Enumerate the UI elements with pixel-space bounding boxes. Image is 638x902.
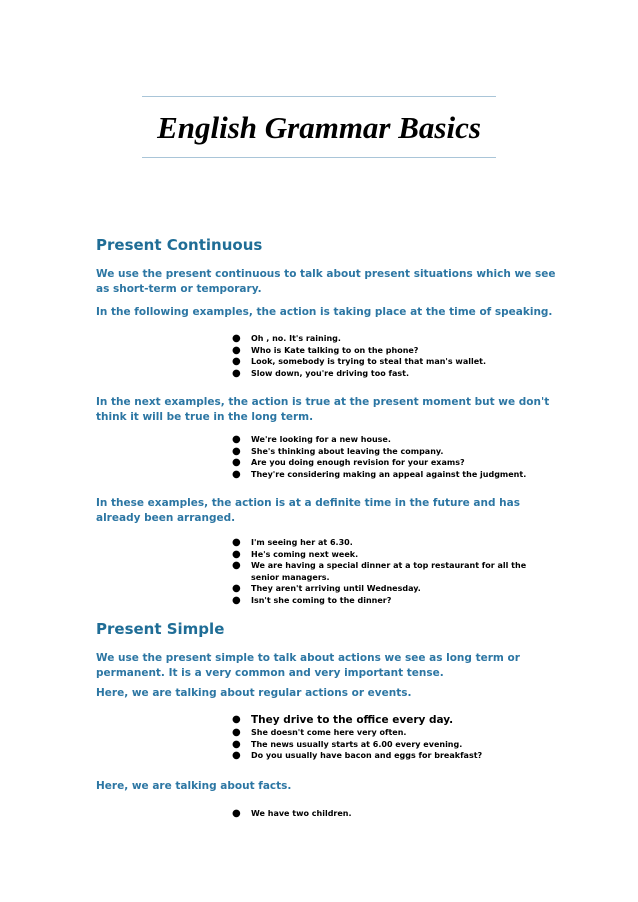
bullet-icon: ● bbox=[232, 537, 241, 548]
pc-group-2-list bbox=[232, 434, 552, 480]
present-continuous-intro: We use the present continuous to talk about present situations which we see as short-term or temporary. bbox=[96, 268, 556, 295]
pc-group-1-lead: In the following examples, the action is taking place at the time of speaking. bbox=[96, 306, 553, 318]
list-item: ● He's coming next week. bbox=[232, 548, 359, 560]
bullet-icon: ● bbox=[232, 445, 241, 457]
bullet-icon: ● bbox=[232, 468, 241, 480]
bullet-icon: ● bbox=[232, 594, 241, 606]
title-top-rule bbox=[142, 96, 496, 97]
list-item: ● Oh , no. It's raining. bbox=[232, 333, 341, 344]
ps-group-2-lead: Here, we are talking about facts. bbox=[96, 780, 292, 792]
bullet-icon: ● bbox=[232, 750, 241, 761]
list-item: ● She doesn't come here very often. bbox=[232, 727, 407, 738]
list-item: ● They drive to the office every day. bbox=[232, 714, 454, 726]
ps-group-2-list bbox=[232, 808, 552, 820]
bullet-icon: ● bbox=[232, 367, 241, 379]
list-item: ● She's thinking about leaving the company. bbox=[232, 445, 444, 457]
list-item: ● Isn't she coming to the dinner? bbox=[232, 594, 392, 606]
ps-group-1-lead: Here, we are talking about regular actions or events. bbox=[96, 687, 412, 699]
bullet-icon: ● bbox=[232, 560, 241, 571]
list-item: ● We're looking for a new house. bbox=[232, 434, 391, 445]
list-item: ● They're considering making an appeal against the judgment. bbox=[232, 468, 527, 480]
bullet-icon: ● bbox=[232, 738, 241, 750]
ps-group-1-list bbox=[232, 713, 552, 762]
list-item: ● They aren't arriving until Wednesday. bbox=[232, 583, 421, 594]
bullet-icon: ● bbox=[232, 333, 241, 344]
list-item: ● Are you doing enough revision for your exams? bbox=[232, 457, 465, 468]
section-heading-present-continuous: Present Continuous bbox=[96, 236, 263, 254]
list-item: ● Do you usually have bacon and eggs for breakfast? bbox=[232, 750, 483, 761]
list-item: ● I'm seeing her at 6.30. bbox=[232, 537, 353, 548]
pc-group-3-lead: In these examples, the action is at a definite time in the future and has already been arranged. bbox=[96, 497, 520, 524]
pc-group-1-list bbox=[232, 333, 552, 379]
list-item: ● Look, somebody is trying to steal that man's wallet. bbox=[232, 356, 486, 367]
list-item: ● Who is Kate talking to on the phone? bbox=[232, 344, 419, 356]
bullet-icon: ● bbox=[232, 727, 241, 738]
document-title: English Grammar Basics bbox=[157, 110, 481, 145]
bullet-icon: ● bbox=[232, 808, 241, 819]
list-item: ● The news usually starts at 6.00 every evening. bbox=[232, 738, 463, 750]
pc-group-3-list bbox=[232, 537, 552, 606]
bullet-icon: ● bbox=[232, 457, 241, 468]
list-item: ● We are having a special dinner at a top restaurant for all the senior managers. bbox=[232, 560, 527, 582]
section-heading-present-simple: Present Simple bbox=[96, 620, 225, 638]
bullet-icon: ● bbox=[232, 583, 241, 594]
bullet-icon: ● bbox=[232, 548, 241, 560]
title-bottom-rule bbox=[142, 157, 496, 158]
bullet-icon: ● bbox=[232, 356, 241, 367]
list-item: ● We have two children. bbox=[232, 808, 352, 819]
present-simple-intro: We use the present simple to talk about actions we see as long term or permanent. It is a very common and very important tense. bbox=[96, 652, 520, 679]
bullet-icon: ● bbox=[232, 344, 241, 356]
bullet-icon: ● bbox=[232, 714, 241, 725]
list-item: ● Slow down, you're driving too fast. bbox=[232, 367, 410, 379]
bullet-icon: ● bbox=[232, 434, 241, 445]
pc-group-2-lead: In the next examples, the action is true at the present moment but we don't think it will be true in the long term. bbox=[96, 396, 550, 423]
